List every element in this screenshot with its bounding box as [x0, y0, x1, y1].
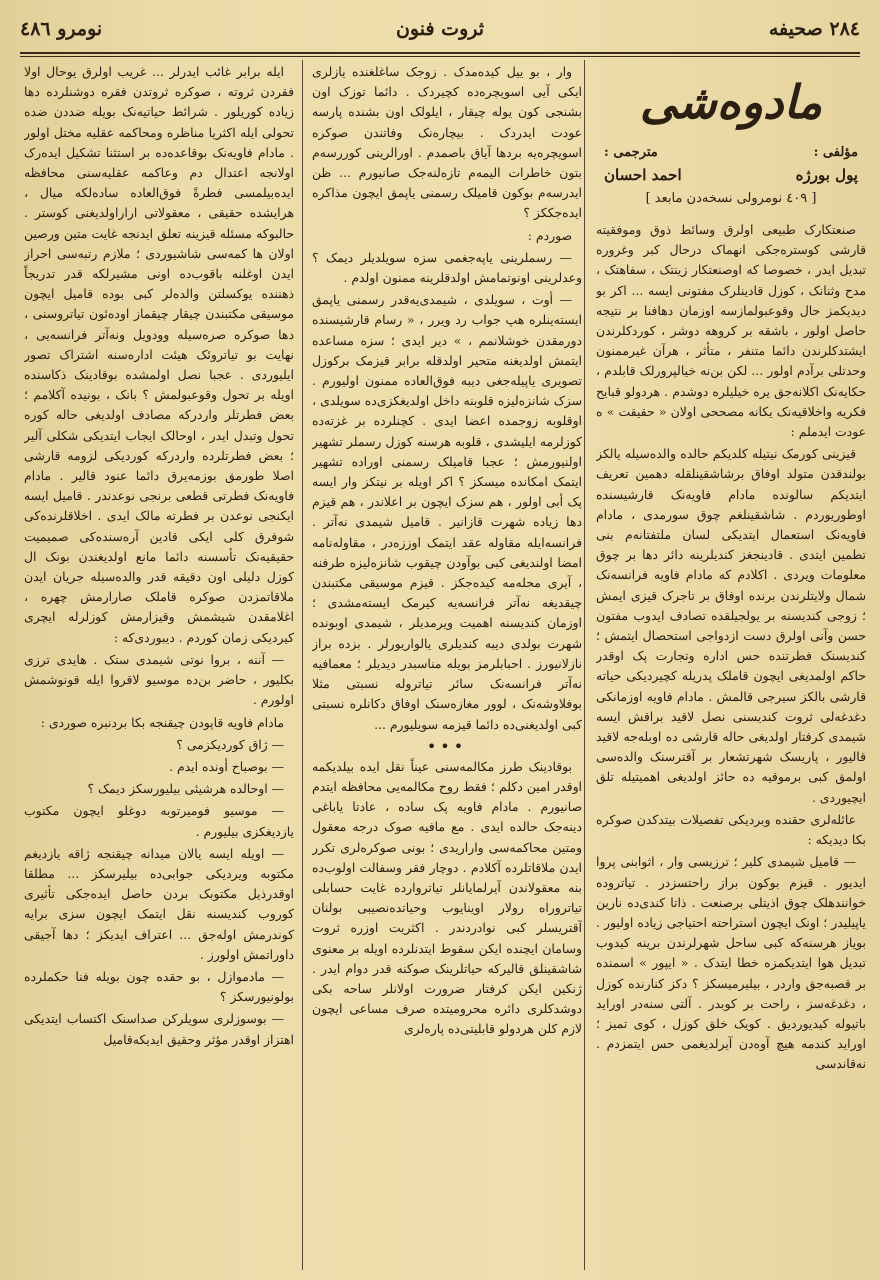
header-rule: [20, 52, 860, 54]
column-divider: [584, 60, 585, 1270]
column-left: [24, 62, 294, 1267]
paragraph: صنعتکارک طبیعی اولرق وسائط ذوق وموفقیته قارشی کوستره‌جکی انهماک درحال کبر وغروره تبدیل ایدر ، خصوصا که اوصنعتکار زینتک ، سفاهتک ، مدح وثنانک ، کوزل قادینلرک مفتونی ایسه ... اکر بو دیدیکمز حال وقوعبولمازسه اوزمان دها‌فنا بر نتیجه حاصل اولور ، باشقه بر کروهه دوشر ، کوردکلرندن ایشتدکلرندن دائما متنفر ، متأثر ، هرآن غیرممنون وحدتلی برآدم اولور ... لکن بن‌نه خیالپرورلک قابلدم ، حکایه‌نک اکلانه‌جق یره خیلیلره دوشدم . هردولو قبایح فکریه واخلاقیه‌نک یکانه مصححی اولان « حقیقت » ه عودت ایدملم :: [596, 222, 866, 440]
source-note: [ ٤٠٩ نومرولی نسخه‌دن مابعد ]: [645, 191, 817, 206]
paragraph: — أوت ، سویلدی ، شیمدی‌یه‌قدر رسمنی یاپمق ایسته‌ینلره هپ جواب رد ویرر ، « رسام قارشیسنده دورمقدن خوشلانمم ، » دیر ایدی ؛ سزه مساعده ایتمش اولدیغنه متحیر اولدقله برابر قیزمک برکوزل تصویری یاپیله‌جغی دیبه فوق‌العاده ممنون اولیورم . سزک شانزه‌لیزه قلوبنه داخل اولدیغکزی‌ده سویلدی ، اوقلوبه زوجمده اعضا ایدی . کچنلرده بر غزته‌ده کوزلرمه ایلیشدی ، قلوبه هرسنه کوزل رسملر تشهیر اولنیورمش ؛ عجبا قامیلک رسمنی اوراده تشهیر ایتمک امکانده میسکز ؟ اکر اویله بر نیتکز وار ایسه پک أبی اولور ، هم سزک ایچون بر اعلاندر ، هم قیزم دها زیاده شهرت قازانیر . قامیل شیمدی نه‌آتر . فرانسه‌ایله مقاوله عقد ایتمک اوززه‌در ، مقاوله‌نامه امضا اولندیغی کبی بوآودن چیقوب شانزه‌لیزه طرفنه ، آیری محله‌مه کیده‌جکز . قیزم موسیقی مکتبندن چیقدیغه نه‌آتر فرانسه‌یه کیرمک ایسته‌مشدی ؛ اوزمان کندیسنه اهمیت ویرمدیلر ، شیمدی اوبونده شهرت بولدی دیبه کندیلری یالواریورلر . بزده براز نازلانیورز . احبابلرمز بویله مناسبدر دیدیلر ؛ معمافیه نه‌آتر فرانسه‌نک سائر تیاتروله نسبتی مثلا بوفلاوشه‌نک ، لوور مغازه‌سنک اوفاق دکانلره نسبتی کبی اولدیغنی‌ده دائما قیزمه سویلیورم ...: [312, 292, 582, 732]
article-title: مادوه‌شی: [639, 75, 823, 129]
column-right: [596, 62, 866, 1267]
credits-names: [596, 164, 866, 186]
paragraph: — اویله ایسه یالان میدانه چیقنجه ژاقه یازدیغم مکتوبه ویردیکی جوابی‌ده بیلیرسکز ... مطلقا اوقدرذیل مکتوبک بردن حاصل ایده‌جکی تأثیری کوروب کندیسنه نقل ایتمک ایچون سزی برایه کوندرمش اوله‌جق ... اعتراف ایدیکز ؛ دها آجیقی داوراتمش اولورز .: [24, 845, 294, 962]
column-middle: [312, 62, 582, 1267]
translator-label: مترجمی :: [604, 145, 658, 160]
paragraph: وار ، بو ییل کیده‌مدک . زوجک ساغلغنده یازلری ایکی آیی اسویچره‌ده کچیردک . دائما توزک اون بشنجی کون یوله چیقار ، ایلولک اون بشنده پارسه عودت ایدردک . بیچاره‌نک وفاتندن صوکره اسویچره‌یه بردها آیاق باصمدم . اورالرینی کوررسه‌م بتون خاطرات الیمه‌م تازه‌لنه‌جک صانیورم ... ظن ایدرسه‌م بوکون قامیلک رسمنی یاپمق ایچون مذاکره ایده‌جککز ؟: [312, 64, 582, 221]
journal-title: ثروت فنون: [395, 18, 485, 40]
paragraph: — اوحالده هرشیئی بیلیورسکز دیمک ؟: [87, 781, 284, 797]
page-number-label: ٢٨٤ صحيفه: [768, 18, 860, 40]
paragraph: — مادموازل ، بو حقده چون بویله فنا حکملرده بولونیورسکز ؟: [24, 968, 294, 1005]
page-header: [20, 14, 860, 54]
paragraph: بوقادینک طرز مکالمه‌سنی عیناً نقل ایده بیلدیکمه اوقدر امین دکلم ؛ فقط روح مکالمه‌یی محافظه ایتدم صانیورم . مادام فاویه پک ساده ، عادتا یاباغی دینه‌جک حالده ایدی . مع مافیه صوک درجه معقول ومتین محاکمه‌سی واراریدی ؛ بونی صوکره‌لری تکرر ایدن ملاقاتلرده آکلادم . دوچار فقر وسفالت اولوب‌ده بنه معقولاندن آیرلمایانلر تیاتروارده غایت حسابلی تیاتروراه رولار اوینایوب وحیاتده‌نصیبی بولنان آقتریسلر کبی نوادردندر . اکثریت اوزره ثروت وسامان ایچنده ایکن سقوط ایتدنلرده اویله بر معنوی شاشقینلق قالیرکه حیاتلرینک صوکنه قدر دوام ایدر . ژنکین ایکن کرفتار ضرورت اولانلر ساحه بکی دوشدکلری دائره محرومیتده صرف مساعی ایچون لازم کلن هردولو قابلیتی‌ده پاره‌لری: [312, 758, 582, 1037]
paragraph: — موسیو فومیرتوبه دوغلو ایچون مکتوب یازدیغکزی بیلیورم .: [24, 803, 294, 839]
paragraph: صوردم :: [527, 227, 572, 243]
paragraph: — بوصباح أونده ایدم .: [169, 758, 284, 774]
paragraph: — ژاق کوردیکزمی ؟: [176, 736, 284, 752]
column-divider: [302, 60, 303, 1270]
paragraph: قیزینی کورمک نیتیله کلدیکم حالده والده‌سیله یالکز بولندقدن متولد اوفاق برشاشقینلقله دهمین تعریف ایتدیکم سالونده مادام فاویه‌نک قارشیسنده اوطوریوردم . شاشقینلغم چوق سورمدی ، مادام فاویه‌نک استعمال ایتدیکی لسان ملتفتانه‌م بنی تطمین ایتدی . قادینجغز کندیلرینه دائر دها بر چوق معلومات ویردی . اکلادم که مادام فاویه فرانسه‌نک شمال ولایتلرندن برنده اوفاق بر تاجرک قیزی ایمش ؛ زوجی کندیسنه بر یولجیلقده تصادف ایدوب مفتون حسن وآنی اولرق دست ازدواجی استحصال ایتمش ؛ کندیسنک فطرتنده حس اداره وتجارت پک اوقدر حاکم اولمدیغی ایچون قاملک پدریله کچیردیکی حیاته قارشی بالکز سیرجی قالمش . مادام فاویه اوزمانکی دغدغه‌لی ثروت کندیسنی نصل لاقید براقش ایسه شیمدی کرفتار اولدیغی حاله قارشی ده اوبله‌جه لاقید قالیور ، پاریسک شهرتشعار بر آقترسنک والده‌سی اولمق کبی برموقیه ده حائز اولدیغی اهمیتیله تلق ایچیوردی .: [596, 446, 866, 805]
paragraph: — بوسوزلری سویلرکن صداسنک اکتساب ایتدیکی اهتزاز اوقدر مؤثر وحقیق ایدیکه‌قامیل: [24, 1011, 294, 1047]
header-rule-thin: [20, 56, 860, 57]
paragraph: ایله برابر غائب ایدرلر ... غریب اولرق یوحال اولا فقردن ثروته ، صوکره ثروتدن فقره دوشنلرده دها زیاده کوریلور . شرائط حیاتیه‌نک بویله ضددن ضده تحولی ایله اکثریا مناظره ومحاکمه عقلیه مختل اولور . مادام فاویه‌نک بوقاعده‌ده بر استثنا تشکیل ایده‌رک اولانجه اعتدال دم وعاکمه عقلیه‌سنی محافظه ایده‌بیلمسی فطرةً فوق‌العاده ساده‌لکه میال ، هرایشده حقیقی ، معقولاتی اراراولدیغنی کوستر . حالبوکه مسئله قیزینه تعلق ایدنجه غایت متین ورصین اولان ها کمه‌سی شاشیوردی ؛ ملازم رتبه‌سی احراز ایدن اوغلنه باقوب‌ده اونی مشیرلکه قدر تدریجاً ذهننده یوکسلتن والده‌لر کبی بوده قامیل ایچون موسیقی مکتبندن چیقار چیقماز اوده‌ئون تیاتروسنی ، دها صوکره صره‌سیله وودویل ونه‌آتر فرانسه‌یی ، نهایت بو تیاتروئک هیئت اداره‌سنه اشتراک تصور ایلیوردی . عجبا نصل اولمشده بوقادینک ذکاسنده اویله بر تحول وقوعبولمش ؟ بانک ، بونیده آکلامم ؛ بعض فطرتلر واردرکه مصادف اولدیغی حاله کوره تحول وتبدل ایدر ، اوحالک ایجاب ایتدیکی شکلی آلیر ؛ بعض فطرتلرده واردرکه کوردیکی لزومه قارشی اصلا طورمق بوزمه‌یرق دائما عنود قالیر . مادام فاویه‌نک فطرتی قطعی برنجی نوعدندر . قامیل ایسه ایکنجی نوعدن بر فطرته مالک ایدی . اخلاقلرنده‌کی شوفرق کلی ایکی قادین آره‌سنده‌کی صمیمیت حقیقیه‌نک تأسسنه دائما مانع اولدیغندن بونک ال کوزل دلیلی اون دقیقه قدر والده‌سیله جریان ایدن ملاقاتمزدن صوکره قاملک صارارمش چهره ، اغلامقدن شیشمش وقیزارمش کوزلرله ایچری کیردیکی زمان کوردم . دیبوردی‌که :: [24, 64, 294, 645]
translator-name: احمد احسان: [604, 166, 682, 184]
issue-number-label: نومرو ٤٨٦: [20, 18, 103, 40]
section-separator: •••: [426, 736, 468, 756]
author-label: مؤلفی :: [813, 145, 858, 160]
author-name: پول بورژه: [795, 166, 858, 184]
paragraph: — قامیل شیمدی کلیر ؛ ترزیسی وار ، اثوابنی پروا ایدیور . قیزم بوکون براز راحتسزدر . تیاتروده خوانندهلک چوق اذیتلی برصنعت . ذاتا کندی‌ده نارین یاپیلیدر ؛ اونک ایچون استراحته احتیاجی زیاده اولیور . بویاز هرسنه‌که کبی ساحل شهرلرندن برینه کیدوب تبدیل هوا ایتدیکمزه خطا ایتدک . « ایپور » اسمنده بر قصبه‌جق واردر ، بیلیرمیسکز ؟ دکز کنارنده کوزل ، دغدغه‌سز ، راحت بر کوبدر . آلتی سنه‌در اوراید باتیوله کیدیوردیق . کویک خلق کوزل ، کوی تمیز ؛ اوراید کندمه هیچ آوه‌دن آیرلدیغمی حس ایتمزدم . نه‌قاندسی: [596, 854, 866, 1072]
paragraph: — آننه ، بروا نوتی شیمدی ستک . هایدی ترزی بکلیور ، حاضر بن‌ده موسیو لاقروا ایله قونوشمش اولورم .: [24, 651, 294, 708]
credits-labels: [596, 142, 866, 164]
paragraph: مادام فاویه قاپودن چیقنجه بکا بردنبره صوردی :: [40, 714, 284, 730]
paragraph: عائله‌لری حقنده وبردیکی تفصیلات بیتدکدن صوکره بکا دیدیکه :: [596, 811, 866, 848]
paragraph: — رسملرینی یاپه‌جغمی سزه سویلدیلر دیمک ؟ وعدلرینی اونوتمامش اولدقلرینه ممنون اولدم .: [312, 249, 582, 286]
